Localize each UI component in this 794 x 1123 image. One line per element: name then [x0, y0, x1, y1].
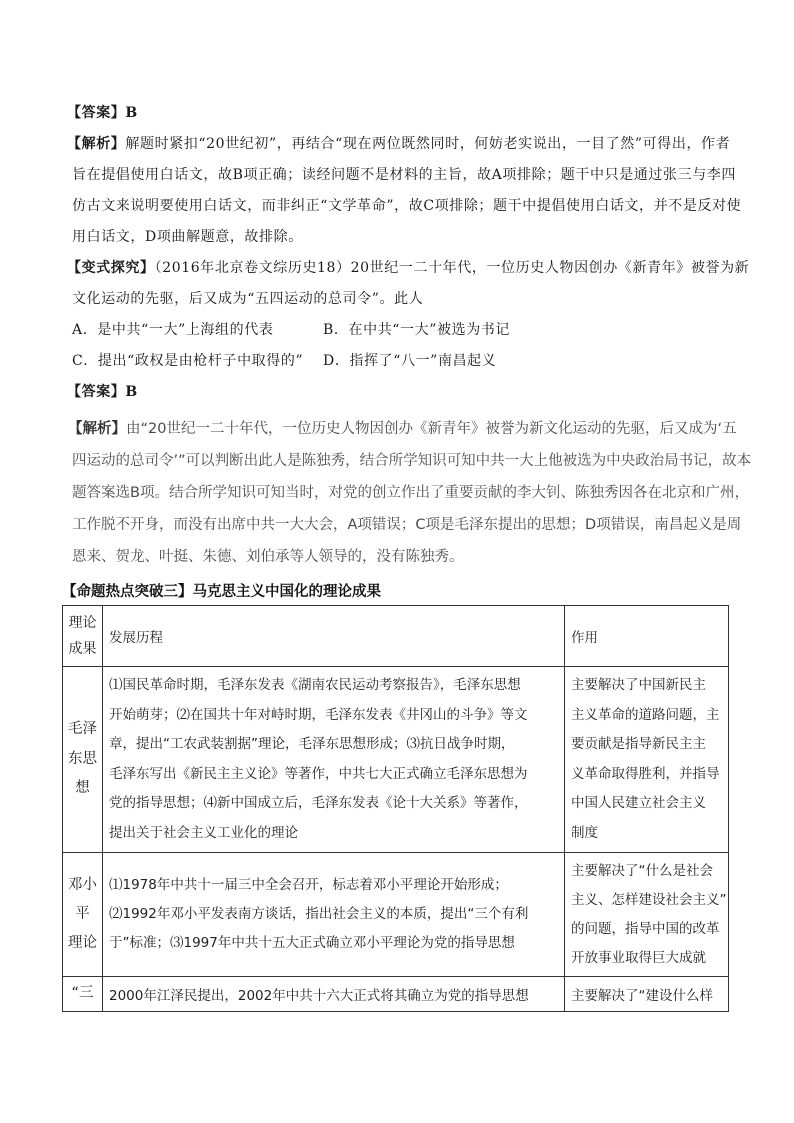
variant-question-line-2: 文化运动的先驱，后又成为“五四运动的总司令”。此人 [72, 291, 424, 307]
analysis-1-line-2: 旨在提倡使用白话文，故B项正确；读经问题不是材料的主旨，故A项排除；题干中只是通过张三与李四 [72, 167, 736, 183]
answer-1: 【答案】B [67, 105, 138, 121]
row-1-role: 主要解决了中国新民主 主义革命的道路问题，主 要贡献是指导新民主主 义革命取得胜利，并指导 中国人民建立社会主义 制度 [565, 667, 729, 853]
row-3-role: 主要解决了“建设什么样 [565, 977, 729, 1012]
row-2-name: 邓小 平 理论 [63, 853, 103, 977]
analysis-2-line-2: 四运动的总司令’”可以判断出此人是陈独秀，结合所学知识可知中共一大上他被选为中央政治局书记，故本 [72, 453, 752, 469]
variant-question-line-1: 【变式探究】（2016年北京卷文综历史18）20世纪一二十年代，一位历史人物因创办《新青年》被誉为新 [67, 260, 750, 276]
option-c: C．提出“政权是由枪杆子中取得的” [72, 353, 304, 369]
analysis-2-label: 【解析】 [68, 421, 126, 437]
row-3-history: 2000年江泽民提出，2002年中共十六大正式将其确立为党的指导思想 [103, 977, 565, 1012]
table-row [63, 977, 729, 1012]
table-row [63, 667, 729, 853]
analysis-2-line-5: 恩来、贺龙、叶挺、朱德、刘伯承等人领导的，没有陈独秀。 [72, 549, 464, 565]
header-theory: 理论 成果 [63, 606, 103, 667]
variant-label: 【变式探究】 [67, 260, 155, 276]
header-history: 发展历程 [103, 606, 565, 667]
row-3-name: “三 [63, 977, 103, 1012]
answer-2: 【答案】B [67, 384, 138, 400]
row-2-history: ⑴1978年中共十一届三中全会召开，标志着邓小平理论开始形成； ⑵1992年邓小平发表南方谈话，指出社会主义的本质，提出“三个有利 于”标准；⑶1997年中共十五大正式确立邓小平理论为党的指导思想 [103, 853, 565, 977]
header-role: 作用 [565, 606, 729, 667]
table-row [63, 853, 729, 977]
table-header-row [63, 606, 729, 667]
analysis-2-line-3: 题答案选B项。结合所学知识可知当时，对党的创立作出了重要贡献的李大钊、陈独秀因各在北京和广州， [72, 485, 749, 501]
analysis-1-label: 【解析】 [67, 136, 126, 152]
section-title: 【命题热点突破三】马克思主义中国化的理论成果 [62, 584, 381, 600]
analysis-1-line-1: 【解析】解题时紧扣“20世纪初”，再结合“现在两位既然同时，何妨老实说出，一目了然”可得出，作者 [67, 136, 731, 152]
analysis-2-line-1: 【解析】由“20世纪一二十年代，一位历史人物因创办《新青年》被誉为新文化运动的先驱，后又成为‘五 [68, 421, 737, 437]
row-1-history: ⑴国民革命时期，毛泽东发表《湖南农民运动考察报告》，毛泽东思想 开始萌芽；⑵在国共十年对峙时期，毛泽东发表《井冈山的斗争》等文 章，提出“工农武装割据”理论，毛泽东思想形成；⑶抗日战争时期， 毛泽东写出《新民主主义论》等著作，中共七大正式确立毛泽东思想为 党的指导思想；⑷新中国成立后，毛泽东发表《论十大关系》等著作， 提出关于社会主义工业化的理论 [103, 667, 565, 853]
option-b: B．在中共“一大”被选为书记 [323, 322, 511, 338]
option-d: D．指挥了“八一”南昌起义 [323, 353, 497, 369]
analysis-1-line-3: 仿古文来说明要使用白话文，而非纠正“文学革命”，故C项排除；题干中提倡使用白话文，并不是反对使 [72, 198, 742, 214]
option-a: A．是中共“一大”上海组的代表 [72, 322, 274, 338]
row-1-name: 毛泽 东思 想 [63, 667, 103, 853]
row-2-role: 主要解决了“什么是社会 主义、怎样建设社会主义” 的问题，指导中国的改革 开放事业取得巨大成就 [565, 853, 729, 977]
analysis-1-line-4: 用白话文，D项曲解题意，故排除。 [72, 229, 303, 245]
analysis-2-line-4: 工作脱不开身，而没有出席中共一大大会，A项错误；C项是毛泽东提出的思想；D项错误，南昌起义是周 [72, 517, 742, 533]
theory-table [62, 605, 729, 1012]
